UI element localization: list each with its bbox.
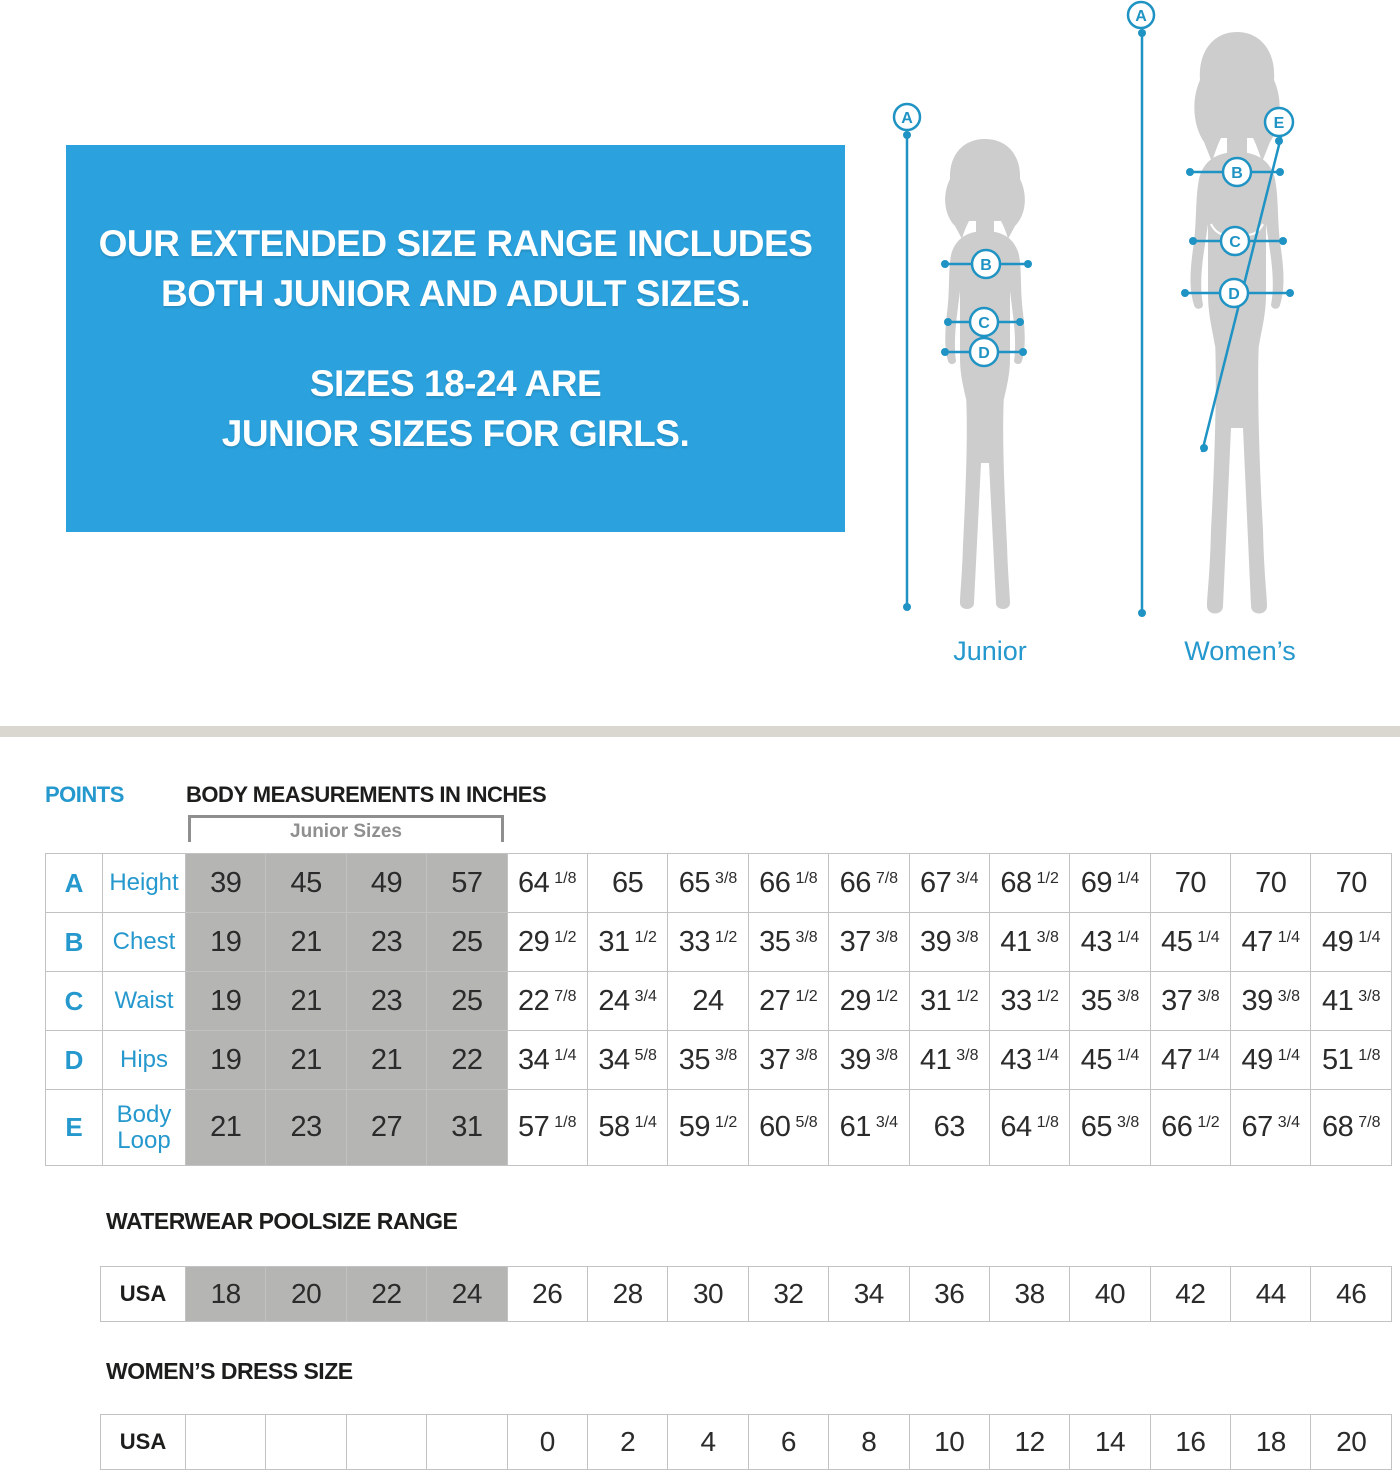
dress-size-cell: 8 [829,1415,909,1470]
empty-cell [186,1415,266,1470]
measurement-cell: 69 $^{1/4}$ [1070,854,1150,913]
measurement-cell: 49 [346,854,426,913]
line-endpoint [1181,289,1189,297]
measurement-cell: 21 [266,972,346,1031]
poolsize-cell: 20 [266,1267,346,1322]
measurement-row-a [46,854,1392,913]
poolsize-cell: 36 [909,1267,989,1322]
line-endpoint [941,348,949,356]
banner-line: JUNIOR SIZES FOR GIRLS. [221,412,690,454]
banner-paragraph-1 [90,219,821,319]
body-measurements-table [45,853,1392,1166]
empty-cell [346,1415,426,1470]
banner-line: OUR EXTENDED SIZE RANGE INCLUDES [98,222,813,264]
point-d-label: D [978,345,990,362]
measurement-cell: 45 $^{1/4}$ [1150,913,1230,972]
poolsize-cell: 40 [1070,1267,1150,1322]
measurement-cell: 70 [1150,854,1230,913]
poolsize-cell: 26 [507,1267,587,1322]
point-d-label: D [1228,286,1240,303]
waterwear-row [101,1267,1392,1322]
measurement-cell: 23 [346,913,426,972]
waterwear-table [100,1266,1392,1322]
poolsize-cell: 34 [829,1267,909,1322]
dress-size-row [101,1415,1392,1470]
measurement-cell: 65 [587,854,667,913]
dress-size-table [100,1414,1392,1470]
poolsize-cell: 18 [186,1267,266,1322]
point-label: Body Loop [103,1090,186,1166]
measurement-cell: 70 [1311,854,1392,913]
point-a-label: A [1135,8,1147,25]
poolsize-cell: 28 [587,1267,667,1322]
measurement-cell: 66 $^{1/2}$ [1150,1090,1230,1166]
measurement-cell: 61 $^{3/4}$ [829,1090,909,1166]
measurement-cell: 19 [186,1031,266,1090]
measurement-row-d [46,1031,1392,1090]
junior-sizes-bracket [188,815,504,842]
dress-size-cell: 2 [587,1415,667,1470]
measurement-cell: 63 [909,1090,989,1166]
dress-size-cell: 20 [1311,1415,1392,1470]
point-letter: B [46,913,103,972]
measurement-cell: 33 $^{1/2}$ [989,972,1069,1031]
line-endpoint [1019,348,1027,356]
measurement-cell: 67 $^{3/4}$ [909,854,989,913]
dress-size-cell: 10 [909,1415,989,1470]
measurement-cell: 68 $^{1/2}$ [989,854,1069,913]
measurement-cell: 37 $^{3/8}$ [748,1031,828,1090]
measurement-cell: 43 $^{1/4}$ [989,1031,1069,1090]
measurement-cell: 21 [186,1090,266,1166]
measurement-cell: 39 [186,854,266,913]
measurement-cell: 37 $^{3/8}$ [1150,972,1230,1031]
measurement-cell: 65 $^{3/8}$ [1070,1090,1150,1166]
points-header: POINTS [45,782,124,807]
junior-measurement-overlay [880,100,1100,660]
section-divider [0,726,1400,737]
measurement-cell: 70 [1231,854,1311,913]
measurement-cell: 31 $^{1/2}$ [909,972,989,1031]
line-endpoint [1276,168,1284,176]
measurement-cell: 19 [186,972,266,1031]
measurement-cell: 47 $^{1/4}$ [1231,913,1311,972]
measurement-cell: 67 $^{3/4}$ [1231,1090,1311,1166]
measurement-cell: 39 $^{3/8}$ [909,913,989,972]
womens-measurement-overlay [1120,0,1350,640]
measurement-cell: 21 [346,1031,426,1090]
measurement-cell: 41 $^{3/8}$ [989,913,1069,972]
measurement-cell: 29 $^{1/2}$ [507,913,587,972]
dress-size-cell: 12 [989,1415,1069,1470]
line-endpoint [941,260,949,268]
point-label: Chest [103,913,186,972]
dress-size-cell: 6 [748,1415,828,1470]
point-letter: E [46,1090,103,1166]
measurement-cell: 37 $^{3/8}$ [829,913,909,972]
measurement-cell: 49 $^{1/4}$ [1231,1031,1311,1090]
measurement-cell: 27 [346,1090,426,1166]
dress-size-cell: 4 [668,1415,748,1470]
point-letter: C [46,972,103,1031]
measurement-cell: 22 $^{7/8}$ [507,972,587,1031]
measurement-row-b [46,913,1392,972]
line-endpoint [1279,237,1287,245]
measurement-cell: 66 $^{7/8}$ [829,854,909,913]
poolsize-cell: 22 [346,1267,426,1322]
dress-size-cell: 16 [1150,1415,1230,1470]
banner-line: BOTH JUNIOR AND ADULT SIZES. [161,272,750,314]
measurement-cell: 43 $^{1/4}$ [1070,913,1150,972]
poolsize-cell: 24 [427,1267,507,1322]
point-a-label: A [901,110,913,127]
poolsize-cell: 44 [1231,1267,1311,1322]
point-letter: D [46,1031,103,1090]
point-b-label: B [1231,165,1243,182]
measurement-cell: 51 $^{1/8}$ [1311,1031,1392,1090]
point-e-label: E [1273,115,1285,132]
body-measurements-title: BODY MEASUREMENTS IN INCHES [186,782,547,807]
measurement-cell: 19 [186,913,266,972]
info-banner [66,145,845,532]
measurement-cell: 64 $^{1/8}$ [989,1090,1069,1166]
dress-size-title: WOMEN’S DRESS SIZE [106,1358,353,1384]
point-letter: A [46,854,103,913]
measurement-row-c [46,972,1392,1031]
banner-paragraph-2 [90,359,821,459]
measurement-cell: 49 $^{1/4}$ [1311,913,1392,972]
measurement-cell: 59 $^{1/2}$ [668,1090,748,1166]
measurement-cell: 33 $^{1/2}$ [668,913,748,972]
measurement-cell: 23 [346,972,426,1031]
measurement-cell: 45 $^{1/4}$ [1070,1031,1150,1090]
measurement-cell: 29 $^{1/2}$ [829,972,909,1031]
measurement-cell: 34 $^{5/8}$ [587,1031,667,1090]
measurement-cell: 25 [427,972,507,1031]
measurement-cell: 24 [668,972,748,1031]
poolsize-cell: 46 [1311,1267,1392,1322]
measurement-cell: 21 [266,913,346,972]
measurement-cell: 57 $^{1/8}$ [507,1090,587,1166]
measurement-cell: 64 $^{1/8}$ [507,854,587,913]
measurement-cell: 25 [427,913,507,972]
measurement-cell: 21 [266,1031,346,1090]
measurement-cell: 27 $^{1/2}$ [748,972,828,1031]
measurement-cell: 58 $^{1/4}$ [587,1090,667,1166]
measurement-cell: 35 $^{3/8}$ [748,913,828,972]
line-endpoint [1200,444,1208,452]
womens-figure-label: Women’s [1184,636,1296,666]
measurement-cell: 34 $^{1/4}$ [507,1031,587,1090]
point-c-label: C [1229,234,1241,251]
junior-sizes-label: Junior Sizes [290,821,402,842]
line-endpoint [1024,260,1032,268]
poolsize-cell: 42 [1150,1267,1230,1322]
measurement-cell: 57 [427,854,507,913]
line-endpoint [903,603,911,611]
poolsize-cell: 30 [668,1267,748,1322]
line-endpoint [944,318,952,326]
line-endpoint [1138,29,1146,37]
banner-line: SIZES 18-24 ARE [309,362,602,404]
usa-label: USA [101,1415,186,1470]
measurement-cell: 31 $^{1/2}$ [587,913,667,972]
dress-size-cell: 14 [1070,1415,1150,1470]
poolsize-cell: 32 [748,1267,828,1322]
measurement-cell: 39 $^{3/8}$ [1231,972,1311,1031]
measurement-cell: 65 $^{3/8}$ [668,854,748,913]
line-endpoint [1016,318,1024,326]
point-label: Waist [103,972,186,1031]
junior-figure-label: Junior [953,636,1027,666]
measurement-cell: 22 [427,1031,507,1090]
measurement-cell: 39 $^{3/8}$ [829,1031,909,1090]
line-endpoint [1275,137,1283,145]
empty-cell [266,1415,346,1470]
dress-size-cell: 0 [507,1415,587,1470]
measurement-cell: 60 $^{5/8}$ [748,1090,828,1166]
point-label: Hips [103,1031,186,1090]
line-endpoint [1186,168,1194,176]
measurement-cell: 66 $^{1/8}$ [748,854,828,913]
measurement-cell: 41 $^{3/8}$ [1311,972,1392,1031]
measurement-cell: 31 [427,1090,507,1166]
line-endpoint [903,131,911,139]
empty-cell [427,1415,507,1470]
measurement-cell: 23 [266,1090,346,1166]
line-endpoint [1286,289,1294,297]
line-endpoint [1138,609,1146,617]
measurement-cell: 68 $^{7/8}$ [1311,1090,1392,1166]
usa-label: USA [101,1267,186,1322]
waterwear-title: WATERWEAR POOLSIZE RANGE [106,1208,458,1234]
measurement-cell: 24 $^{3/4}$ [587,972,667,1031]
measurement-row-e [46,1090,1392,1166]
measurement-cell: 45 [266,854,346,913]
point-b-label: B [980,257,992,274]
poolsize-cell: 38 [989,1267,1069,1322]
point-label: Height [103,854,186,913]
measurement-cell: 47 $^{1/4}$ [1150,1031,1230,1090]
point-c-label: C [978,315,990,332]
measurement-cell: 35 $^{3/8}$ [668,1031,748,1090]
line-endpoint [1189,237,1197,245]
measurement-cell: 41 $^{3/8}$ [909,1031,989,1090]
measurement-cell: 35 $^{3/8}$ [1070,972,1150,1031]
dress-size-cell: 18 [1231,1415,1311,1470]
